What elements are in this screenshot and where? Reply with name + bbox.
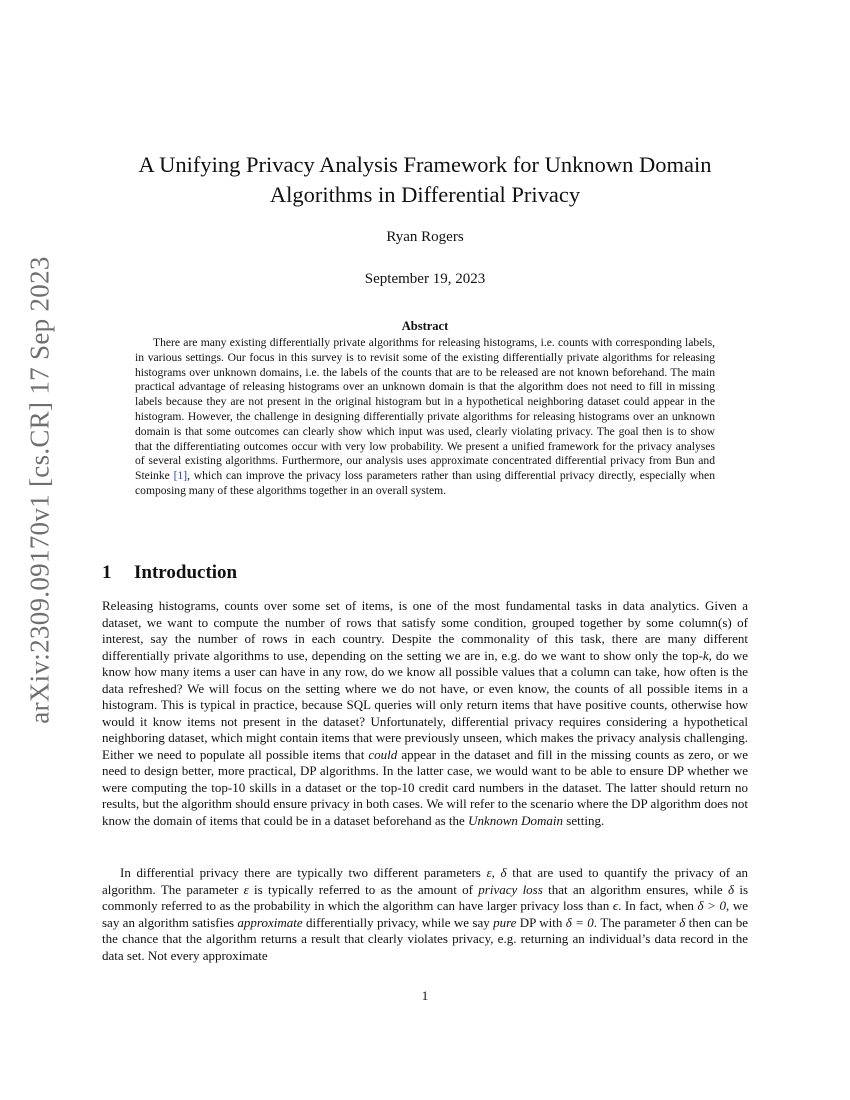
text-run: DP with — [516, 914, 566, 930]
text-run: , do we know how many items a user can have in any row, do we know all possible values that a column can take, how often is the data refreshed? We will focus on the setting where we do not have, or even know, the counts of all possible items in a histogram. This is typical in practice, because SQL queries will only return items that have positive counts, otherwise how would it know items not present in the dataset? Unfortunately, differential privacy requires considering a hypothetical neighboring dataset, which might contain items that were previously unseen, which makes the privacy analysis challenging. Either we need to populate all possible items that — [102, 647, 748, 762]
text-run: . The parameter — [593, 914, 680, 930]
paper-title — [100, 150, 750, 210]
text-run: differentially privacy, while we say — [302, 914, 494, 930]
abstract-heading: Abstract — [401, 319, 449, 333]
math-var: ε — [243, 881, 249, 897]
section-number: 1 — [102, 562, 112, 583]
math-var: δ — [728, 881, 735, 897]
math-var: ϵ — [612, 898, 619, 913]
emphasis: Unknown Domain — [468, 812, 564, 828]
emphasis: could — [368, 746, 398, 762]
text-run: appear in the dataset and fill in the missing counts as zero, or we need to design better, more practical, DP algorithms. In the latter case, we would want to be able to ensure DP whether we were computing the top-10 skills in a dataset or the top-10 credit card numbers in the dataset. The latter should return no results, but the algorithm should ensure privacy in both cases. We will refer to the scenario where the DP algorithm does not know the domain of items that could be in a dataset beforehand as the — [102, 746, 748, 828]
text-run: is commonly referred to as the probability in which the algorithm can have larger privacy loss than — [102, 881, 749, 913]
abstract-body: There are many existing differentially private algorithms for releasing histograms, i.e. counts with corresponding labels, in various settings. Our focus in this survey is to revisit some of the existing differentially private algorithms for releasing histograms over unknown domains, i.e. the labels of the counts that are to be released are not known beforehand. The main practical advantage of releasing histograms over an unknown domain is that the algorithm does not need to fill in missing labels because they are not present in the original histogram but in a hypothetical neighboring dataset could appear in the histogram. However, the challenge in designing differentially private algorithms for releasing histograms over an unknown domain is that some outcomes can clearly show which input was used, clearly violating privacy. The goal then is to show that the differentiating outcomes occur with very low probability. We present a unified framework for the privacy analyses of several existing algorithms. Furthermore, our analysis uses approximate concentrated differential privacy from Bun and Steinke — [135, 336, 715, 483]
text-run: is typically referred to as the amount of — [248, 881, 479, 897]
abstract-text — [135, 336, 715, 499]
math-var: k — [702, 647, 709, 663]
text-run: that an algorithm ensures, while — [542, 881, 728, 897]
intro-paragraph-2 — [102, 865, 748, 964]
section-title: Introduction — [134, 562, 238, 583]
section-heading — [102, 562, 237, 584]
emphasis: privacy loss — [478, 881, 543, 897]
math-var: δ — [679, 914, 686, 930]
title-line-1: A Unifying Privacy Analysis Framework for Unknown Domain — [138, 152, 712, 177]
text-run: Releasing histograms, counts over some set of items, is one of the most fundamental tasks in data analytics. Given a dataset, we want to compute the number of rows that satisfy some condition, grouped together by some column(s) of interest, say the number of rows in each country. Despite the commonality of this task, there are many different differentially private algorithms to use, depending on the setting we are in, e.g. do we want to show only the top- — [102, 598, 748, 663]
text-run: , we say an algorithm satisfies — [102, 898, 748, 930]
emphasis: pure — [493, 914, 517, 930]
text-run: setting. — [563, 812, 605, 828]
emphasis: approximate — [237, 914, 303, 930]
title-line-2: Algorithms in Differential Privacy — [269, 182, 581, 207]
text-run: . In fact, when — [618, 898, 698, 913]
page-number: 1 — [421, 988, 429, 1003]
math-expression: δ > 0 — [697, 898, 726, 913]
text-run: In differential privacy there are typically two different parameters — [120, 865, 487, 880]
arxiv-identifier: arXiv:2309.09170v1 [cs.CR] 17 Sep 2023 — [24, 256, 55, 724]
abstract-body-end: , which can improve the privacy loss parameters rather than using differential privacy directly, especially when composing many of these algorithms together in an overall system. — [135, 469, 715, 497]
author-name: Ryan Rogers — [386, 229, 464, 245]
citation-link[interactable]: [1] — [173, 469, 188, 483]
text-run: that are used to quantify the privacy of an algorithm. The parameter — [102, 865, 748, 897]
publication-date: September 19, 2023 — [364, 271, 486, 287]
math-var: ε, δ — [486, 865, 507, 880]
intro-paragraph-1 — [102, 598, 748, 829]
text-run: then can be the chance that the algorithm returns a result that clearly violates privacy, e.g. returning an individual’s data record in the data set. Not every approximate — [102, 914, 748, 963]
math-expression: δ = 0 — [565, 914, 594, 930]
